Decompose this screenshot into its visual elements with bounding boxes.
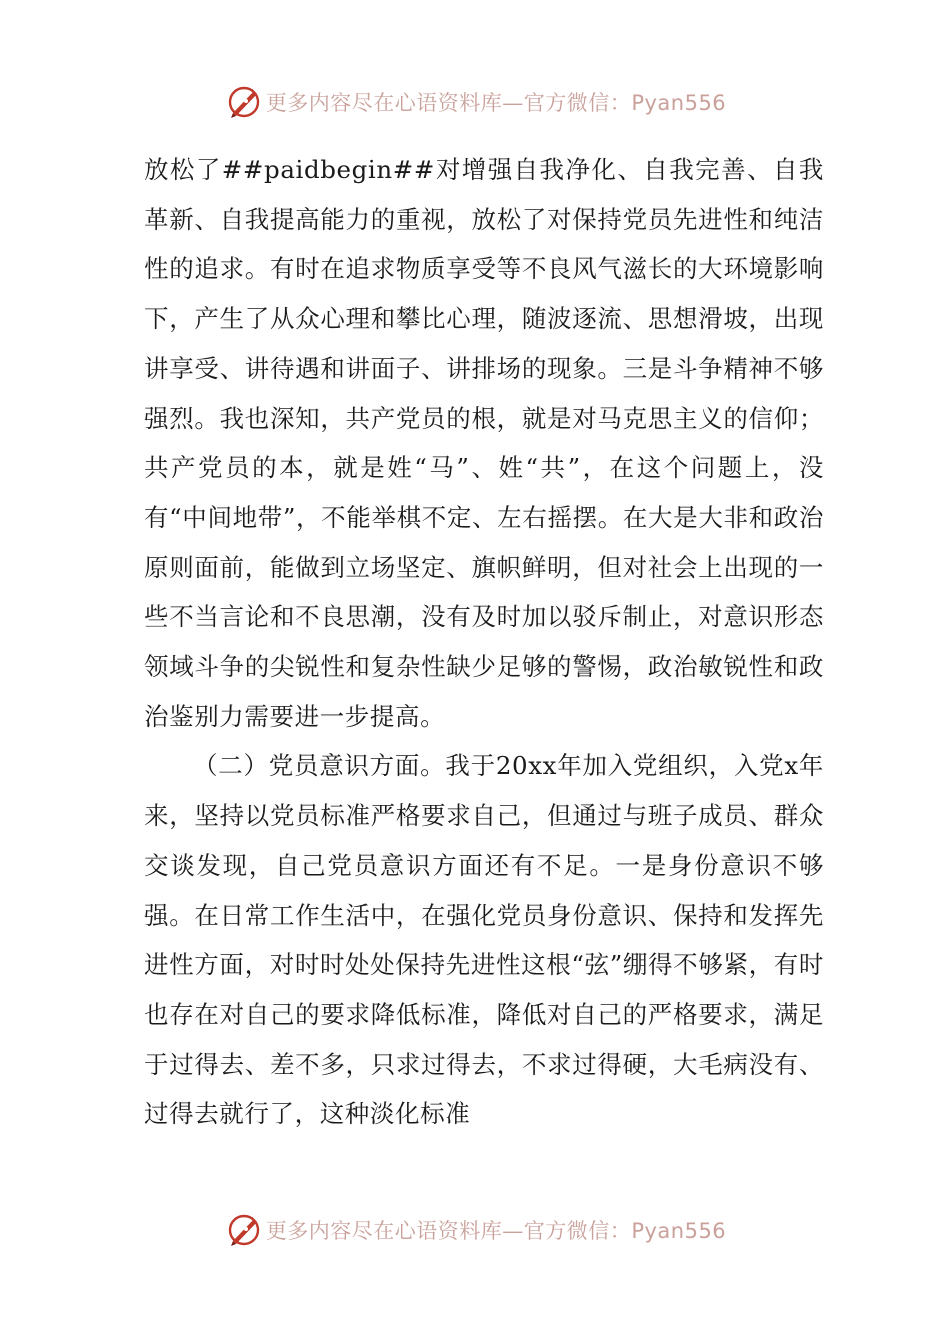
footer-banner-text: 更多内容尽在心语资料库—官方微信：Pyan556 xyxy=(265,1219,727,1243)
pen-logo-icon xyxy=(224,1210,264,1250)
footer-wechat-id: Pyan556 xyxy=(631,1219,727,1243)
footer-banner xyxy=(0,1208,950,1252)
document-body xyxy=(144,145,824,1139)
pen-logo-icon xyxy=(224,82,264,122)
header-banner-text: 更多内容尽在心语资料库—官方微信：Pyan556 xyxy=(265,91,727,115)
header-wechat-id: Pyan556 xyxy=(631,91,727,115)
paragraph-2: （二）党员意识方面。我于20xx年加入党组织，入党x年来，坚持以党员标准严格要求自己，但通过与班子成员、群众交谈发现，自己党员意识方面还有不足。一是身份意识不够强。在日常工作生活中，在强化党员身份意识、保持和发挥先进性方面，对时时处处保持先进性这根“弦”绷得不够紧，有时也存在对自己的要求降低标准，降低对自己的严格要求，满足于过得去、差不多，只求过得去，不求过得硬，大毛病没有、过得去就行了，这种淡化标准 xyxy=(144,751,824,1129)
header-banner xyxy=(0,80,950,124)
paragraph-1: 放松了##paidbegin##对增强自我净化、自我完善、自我革新、自我提高能力的重视，放松了对保持党员先进性和纯洁性的追求。有时在追求物质享受等不良风气滋长的大环境影响下，产生了从众心理和攀比心理，随波逐流、思想滑坡，出现讲享受、讲待遇和讲面子、讲排场的现象。三是斗争精神不够强烈。我也深知，共产党员的根，就是对马克思主义的信仰；共产党员的本，就是姓“马”、姓“共”，在这个问题上，没有“中间地带”，不能举棋不定、左右摇摆。在大是大非和政治原则面前，能做到立场坚定、旗帜鲜明，但对社会上出现的一些不当言论和不良思潮，没有及时加以驳斥制止，对意识形态领域斗争的尖锐性和复杂性缺少足够的警惕，政治敏锐性和政治鉴别力需要进一步提高。 xyxy=(144,155,824,731)
